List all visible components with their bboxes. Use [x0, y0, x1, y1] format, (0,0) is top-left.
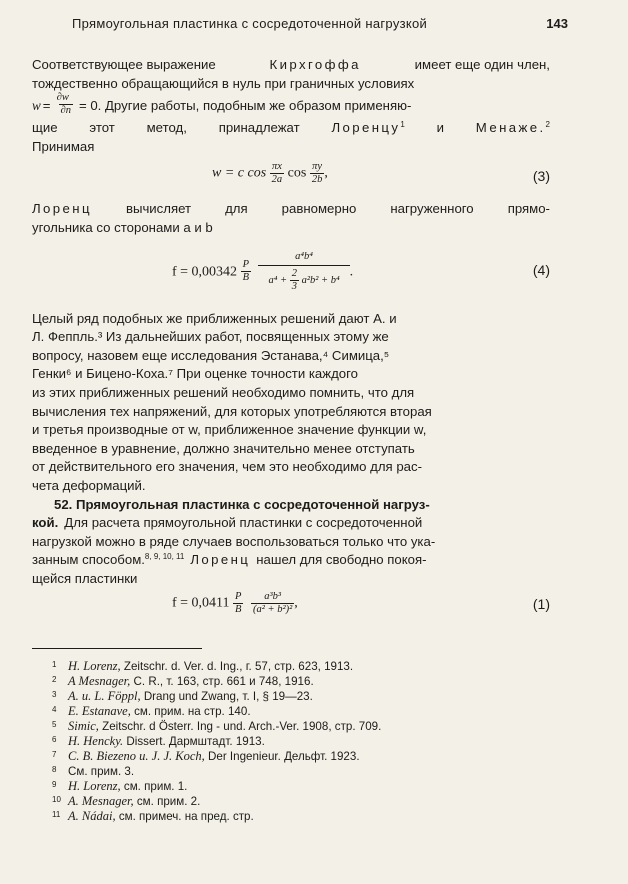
text-line — [32, 347, 550, 366]
text-line — [32, 477, 550, 496]
text-span: Соответствующее выражение — [32, 57, 216, 72]
page-body — [32, 56, 550, 822]
footnote-mark: 6 — [52, 735, 57, 745]
author-name: Менаже. — [475, 120, 546, 136]
footnotes — [32, 657, 550, 822]
fraction — [241, 260, 251, 283]
fraction-denominator: B — [242, 271, 249, 283]
text-span: Для расчета прямоугольной пластинки с сосредоточенной — [64, 515, 423, 531]
text-span: вопросу, назовем еще исследования Эстанава,⁴ Симица,⁵ — [32, 347, 390, 363]
footnote-mark: 5 — [52, 720, 57, 730]
footnote — [32, 687, 550, 702]
text-span: Генки⁶ и Бицено-Коха.⁷ При оценке точности каждого — [32, 366, 358, 382]
text-span: этот — [89, 120, 115, 136]
text-line — [32, 56, 550, 75]
text-span: тождественно обращающийся в нуль при граничных условиях — [32, 75, 415, 91]
page-number: 143 — [546, 16, 568, 31]
fraction-denominator: 2a — [271, 173, 283, 185]
equation-4 — [32, 238, 550, 310]
text-line — [32, 365, 550, 384]
equation-punct: , — [294, 596, 298, 612]
footnote-text: C. R., т. 163, стр. 661 и 748, 1916. — [133, 675, 314, 689]
paragraph-3 — [32, 310, 550, 496]
equation-1 — [32, 588, 550, 630]
footnote-mark: 2 — [52, 675, 57, 685]
text-span: для — [225, 201, 248, 217]
equation-expression — [172, 592, 298, 615]
text-line — [32, 138, 550, 157]
text-span: и третья производные от w, приближенное значение функции w, — [32, 422, 427, 438]
text-span: чета деформаций. — [32, 477, 146, 493]
author-name: Лоренцу — [331, 120, 401, 136]
footnote-mark: 10 — [52, 795, 61, 805]
text-span: Л. Феппль.³ Из дальнейших работ, посвященных этому же — [32, 329, 389, 345]
footnote-mark: 3 — [52, 690, 57, 700]
section-heading-line — [32, 496, 550, 515]
text-span: и — [436, 120, 444, 136]
footnote-ref: 1 — [400, 120, 405, 130]
footnote-text: См. прим. 3. — [68, 765, 135, 779]
footnote-mark: 4 — [52, 705, 57, 715]
footnote-author: A. Mesnager, — [68, 794, 134, 809]
footnote — [32, 792, 550, 807]
text-span: от действительного его значения, чем это необходимо для рас- — [32, 459, 422, 475]
fraction-numerator: a⁴b⁴ — [295, 250, 313, 262]
text-span: прямо- — [507, 201, 550, 217]
footnote — [32, 777, 550, 792]
footnote — [32, 747, 550, 762]
text-line — [32, 440, 550, 459]
equation-term: cos — [287, 166, 307, 182]
footnote — [32, 717, 550, 732]
text-span: вычисления тех напряжений, для которых употребляются вторая — [32, 403, 432, 419]
text-line — [32, 219, 550, 238]
fraction-numerator: πy — [312, 161, 323, 173]
text-line — [32, 119, 550, 138]
fraction-numerator: a³b³ — [264, 591, 281, 603]
footnote-ref: 2 — [545, 120, 550, 130]
footnote-text: Zeitschr. d Österr. Ing - und. Arch.-Ver. 1908, стр. 709. — [102, 720, 382, 734]
text-span: Целый ряд подобных же приближенных решений дают А. и — [32, 310, 397, 326]
text-span: принадлежат — [218, 120, 300, 136]
footnote-author: H. Lorenz, — [68, 779, 121, 794]
equation-number: (1) — [532, 596, 550, 613]
equation-lhs: f = 0,00342 — [172, 264, 238, 280]
text-span: щейся пластинки — [32, 570, 138, 586]
footnote-ref: 8, 9, 10, 11 — [144, 552, 185, 562]
fraction-denominator — [258, 265, 349, 292]
fraction-denominator: 3 — [291, 280, 297, 292]
text-line — [32, 533, 550, 552]
text-span: метод, — [146, 120, 187, 136]
footnote-author: Simic, — [68, 719, 99, 734]
text-line — [32, 93, 550, 119]
text-line — [32, 421, 550, 440]
fraction-denominator: 2b — [311, 173, 323, 185]
footnote — [32, 762, 550, 777]
footnote-author: H. Lorenz, — [68, 659, 121, 674]
fraction-numerator: 2 — [291, 268, 297, 280]
footnote — [32, 672, 550, 687]
fraction — [251, 592, 294, 615]
text-span: из этих приближенных решений необходимо помнить, что для — [32, 384, 415, 400]
footnote-mark: 8 — [52, 765, 57, 775]
text-span: равномерно — [281, 201, 357, 217]
footnote-text: Zeitschr. d. Ver. d. Ing., г. 57, стр. 623, 1913. — [123, 660, 354, 674]
equation-term: a⁴ + — [268, 274, 288, 286]
fraction-numerator: πx — [271, 161, 282, 173]
equation-lhs: f = 0,0411 — [172, 596, 230, 612]
footnote — [32, 702, 550, 717]
equation-lhs: w = c cos — [212, 166, 267, 182]
text-span: = — [42, 98, 51, 114]
equation-punct: . — [349, 264, 354, 280]
author-name: Кирхгоффа — [269, 57, 361, 72]
footnote-mark: 9 — [52, 780, 57, 790]
fraction — [270, 162, 285, 185]
fraction-numerator: P — [242, 259, 249, 271]
fraction-denominator: (a² + b²)² — [252, 603, 293, 615]
running-title: Прямоугольная пластинка с сосредоточенной нагрузкой — [72, 16, 428, 31]
text-line — [32, 75, 550, 94]
footnote-author: C. B. Biezeno u. J. J. Koch, — [68, 749, 205, 764]
footnote-author: E. Estanave, — [68, 704, 131, 719]
footnote-mark: 7 — [52, 750, 57, 760]
fraction-numerator: P — [235, 591, 242, 603]
fraction-denominator: ∂n — [60, 104, 71, 116]
text-span: Принимая — [32, 138, 95, 154]
fraction — [310, 162, 325, 185]
footnote-text: Dissert. Дармштадт. 1913. — [126, 735, 265, 749]
fraction — [258, 252, 349, 293]
math-var: w — [32, 98, 41, 114]
footnote-text: см. примеч. на пред. стр. — [118, 810, 254, 824]
text-span: нагрузкой можно в ряде случаев воспользоваться только что ука- — [32, 533, 436, 549]
fraction-denominator: B — [235, 603, 242, 615]
footnote-author: A. u. L. Föppl, — [68, 689, 141, 704]
equation-number: (3) — [532, 168, 550, 185]
text-span: занным способом. — [32, 552, 145, 568]
text-line — [32, 514, 550, 533]
text-span: = 0. Другие работы, подобным же образом применяю- — [78, 98, 412, 114]
text-line — [32, 200, 550, 219]
section-title: кой. — [32, 515, 59, 531]
text-line — [32, 458, 550, 477]
footnote-text: см. прим. на стр. 140. — [134, 705, 251, 719]
fraction — [233, 592, 243, 615]
footnote — [32, 657, 550, 672]
footnote-author: A Mesnager, — [68, 674, 131, 689]
footnote-text: см. прим. 1. — [123, 780, 188, 794]
footnote-text: Der Ingenieur. Дельфт. 1923. — [208, 750, 360, 764]
text-line — [32, 384, 550, 403]
equation-expression — [172, 252, 353, 293]
fraction-numerator: ∂w — [56, 92, 69, 104]
footnote — [32, 732, 550, 747]
equation-3 — [32, 156, 550, 200]
footnote-text: Drang und Zwang, т. I, § 19—23. — [143, 690, 313, 704]
equation-expression — [212, 162, 328, 185]
footnote-author: A. Nádai, — [68, 809, 116, 824]
fraction — [53, 93, 73, 119]
section-title: 52. Прямоугольная пластинка с сосредоточенной нагруз- — [54, 496, 430, 512]
text-span: угольника со сторонами a и b — [32, 219, 213, 235]
text-span: введенное в уравнение, должно значительно менее отступать — [32, 440, 415, 456]
footnote-mark: 1 — [52, 660, 57, 670]
text-line — [32, 403, 550, 422]
footnote-rule — [32, 648, 202, 649]
running-header — [60, 16, 568, 36]
text-span: имеет еще один член, — [414, 57, 550, 72]
text-span: нашел для свободно покоя- — [256, 552, 427, 568]
footnote-mark: 11 — [52, 810, 61, 820]
text-span: щие — [32, 120, 58, 136]
equation-term: a²b² + b⁴ — [301, 274, 340, 286]
text-span: вычисляет — [125, 201, 192, 217]
text-line — [32, 570, 550, 589]
author-name: Лоренц — [190, 552, 251, 568]
text-span: нагруженного — [390, 201, 474, 217]
text-line — [32, 551, 550, 570]
fraction — [290, 269, 299, 292]
footnote — [32, 807, 550, 822]
equation-number: (4) — [532, 261, 550, 278]
equation-punct: , — [324, 166, 328, 182]
footnote-text: см. прим. 2. — [136, 795, 201, 809]
text-line — [32, 328, 550, 347]
footnote-author: H. Hencky. — [68, 734, 124, 749]
text-line — [32, 310, 550, 329]
author-name: Лоренц — [32, 201, 92, 217]
